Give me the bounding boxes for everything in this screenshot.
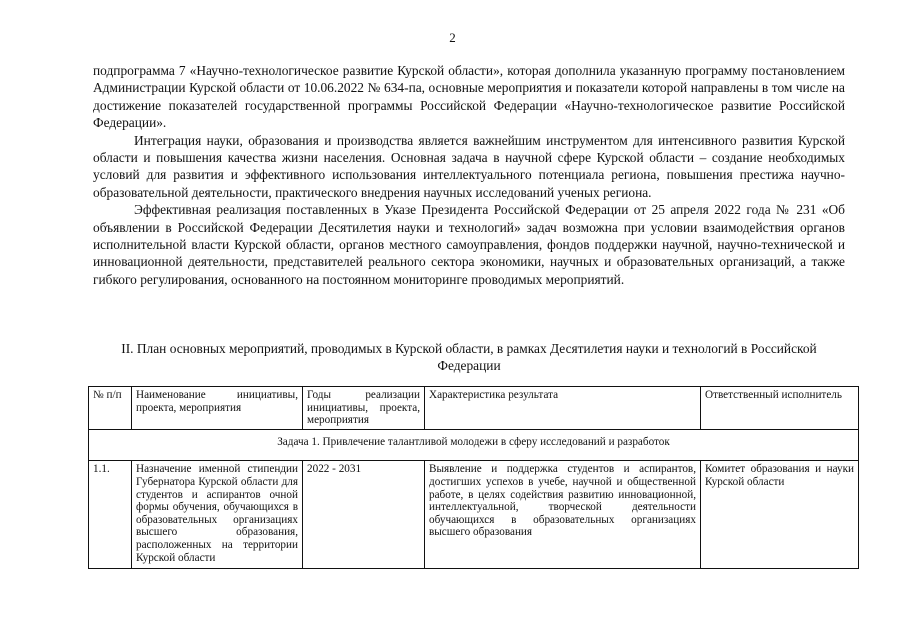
table-row [89, 461, 859, 569]
header-number: № п/п [89, 387, 132, 430]
plan-table [88, 386, 859, 569]
paragraph-1: подпрограмма 7 «Научно-технологическое развитие Курской области», которая дополнила указанную программу постановлением Администрации Курской области от 10.06.2022 № 634-па, основные мероприятия и показатели которой направлены в том числе на достижение показателей государственной программы Российской Федерации «Научно-технологическое развитие Российской Федерации». [93, 63, 845, 131]
page-number: 2 [449, 30, 456, 45]
header-executor: Ответственный исполнитель [701, 387, 859, 430]
row-years: 2022 - 2031 [303, 461, 425, 569]
section-title: II. План основных мероприятий, проводимых в Курской области, в рамках Десятилетия науки и технологий в Российской Федерации [121, 341, 817, 374]
body-text [93, 62, 845, 288]
row-number: 1.1. [89, 461, 132, 569]
header-years: Годы реализации инициативы, проекта, мероприятия [303, 387, 425, 430]
paragraph-3: Эффективная реализация поставленных в Указе Президента Российской Федерации от 25 апреля 2022 года № 231 «Об объявлении в Российской Федерации Десятилетия науки и технологий» задач возможна при условии взаимодействия органов исполнительной власти Курской области, органов местного самоуправления, фондов поддержки научной, научно-технической и инновационной деятельности, представителей реального сектора экономики, научных и образовательных организаций, а также гибкого регулирования, основанного на постоянном мониторинге проводимых мероприятий. [93, 202, 845, 287]
paragraph-2: Интеграция науки, образования и производства является важнейшим инструментом для интенсивного развития Курской области и повышения качества жизни населения. Основная задача в научной сфере Курской области – создание необходимых условий для развития и эффективного использования интеллектуального потенциала региона, повышения престижа научно-образовательной деятельности, практического внедрения научных исследований ученых региона. [93, 132, 845, 200]
row-executor: Комитет образования и науки Курской области [701, 461, 859, 569]
header-name: Наименование инициативы, проекта, мероприятия [132, 387, 303, 430]
row-name: Назначение именной стипендии Губернатора Курской области для студентов и аспирантов очной формы обучения, обучающихся в образовательных организациях высшего образования, расположенных на территории Курской области [132, 461, 303, 569]
header-result: Характеристика результата [425, 387, 701, 430]
task-title: Задача 1. Привлечение талантливой молодежи в сферу исследований и разработок [89, 429, 859, 461]
table-header-row [89, 387, 859, 430]
task-row [89, 429, 859, 461]
row-result: Выявление и поддержка студентов и аспирантов, достигших успехов в учебе, научной и общественной работе, в целях содействия развитию инновационной, интеллектуальной, творческой деятельности обучающихся в образовательных организациях высшего образования [425, 461, 701, 569]
